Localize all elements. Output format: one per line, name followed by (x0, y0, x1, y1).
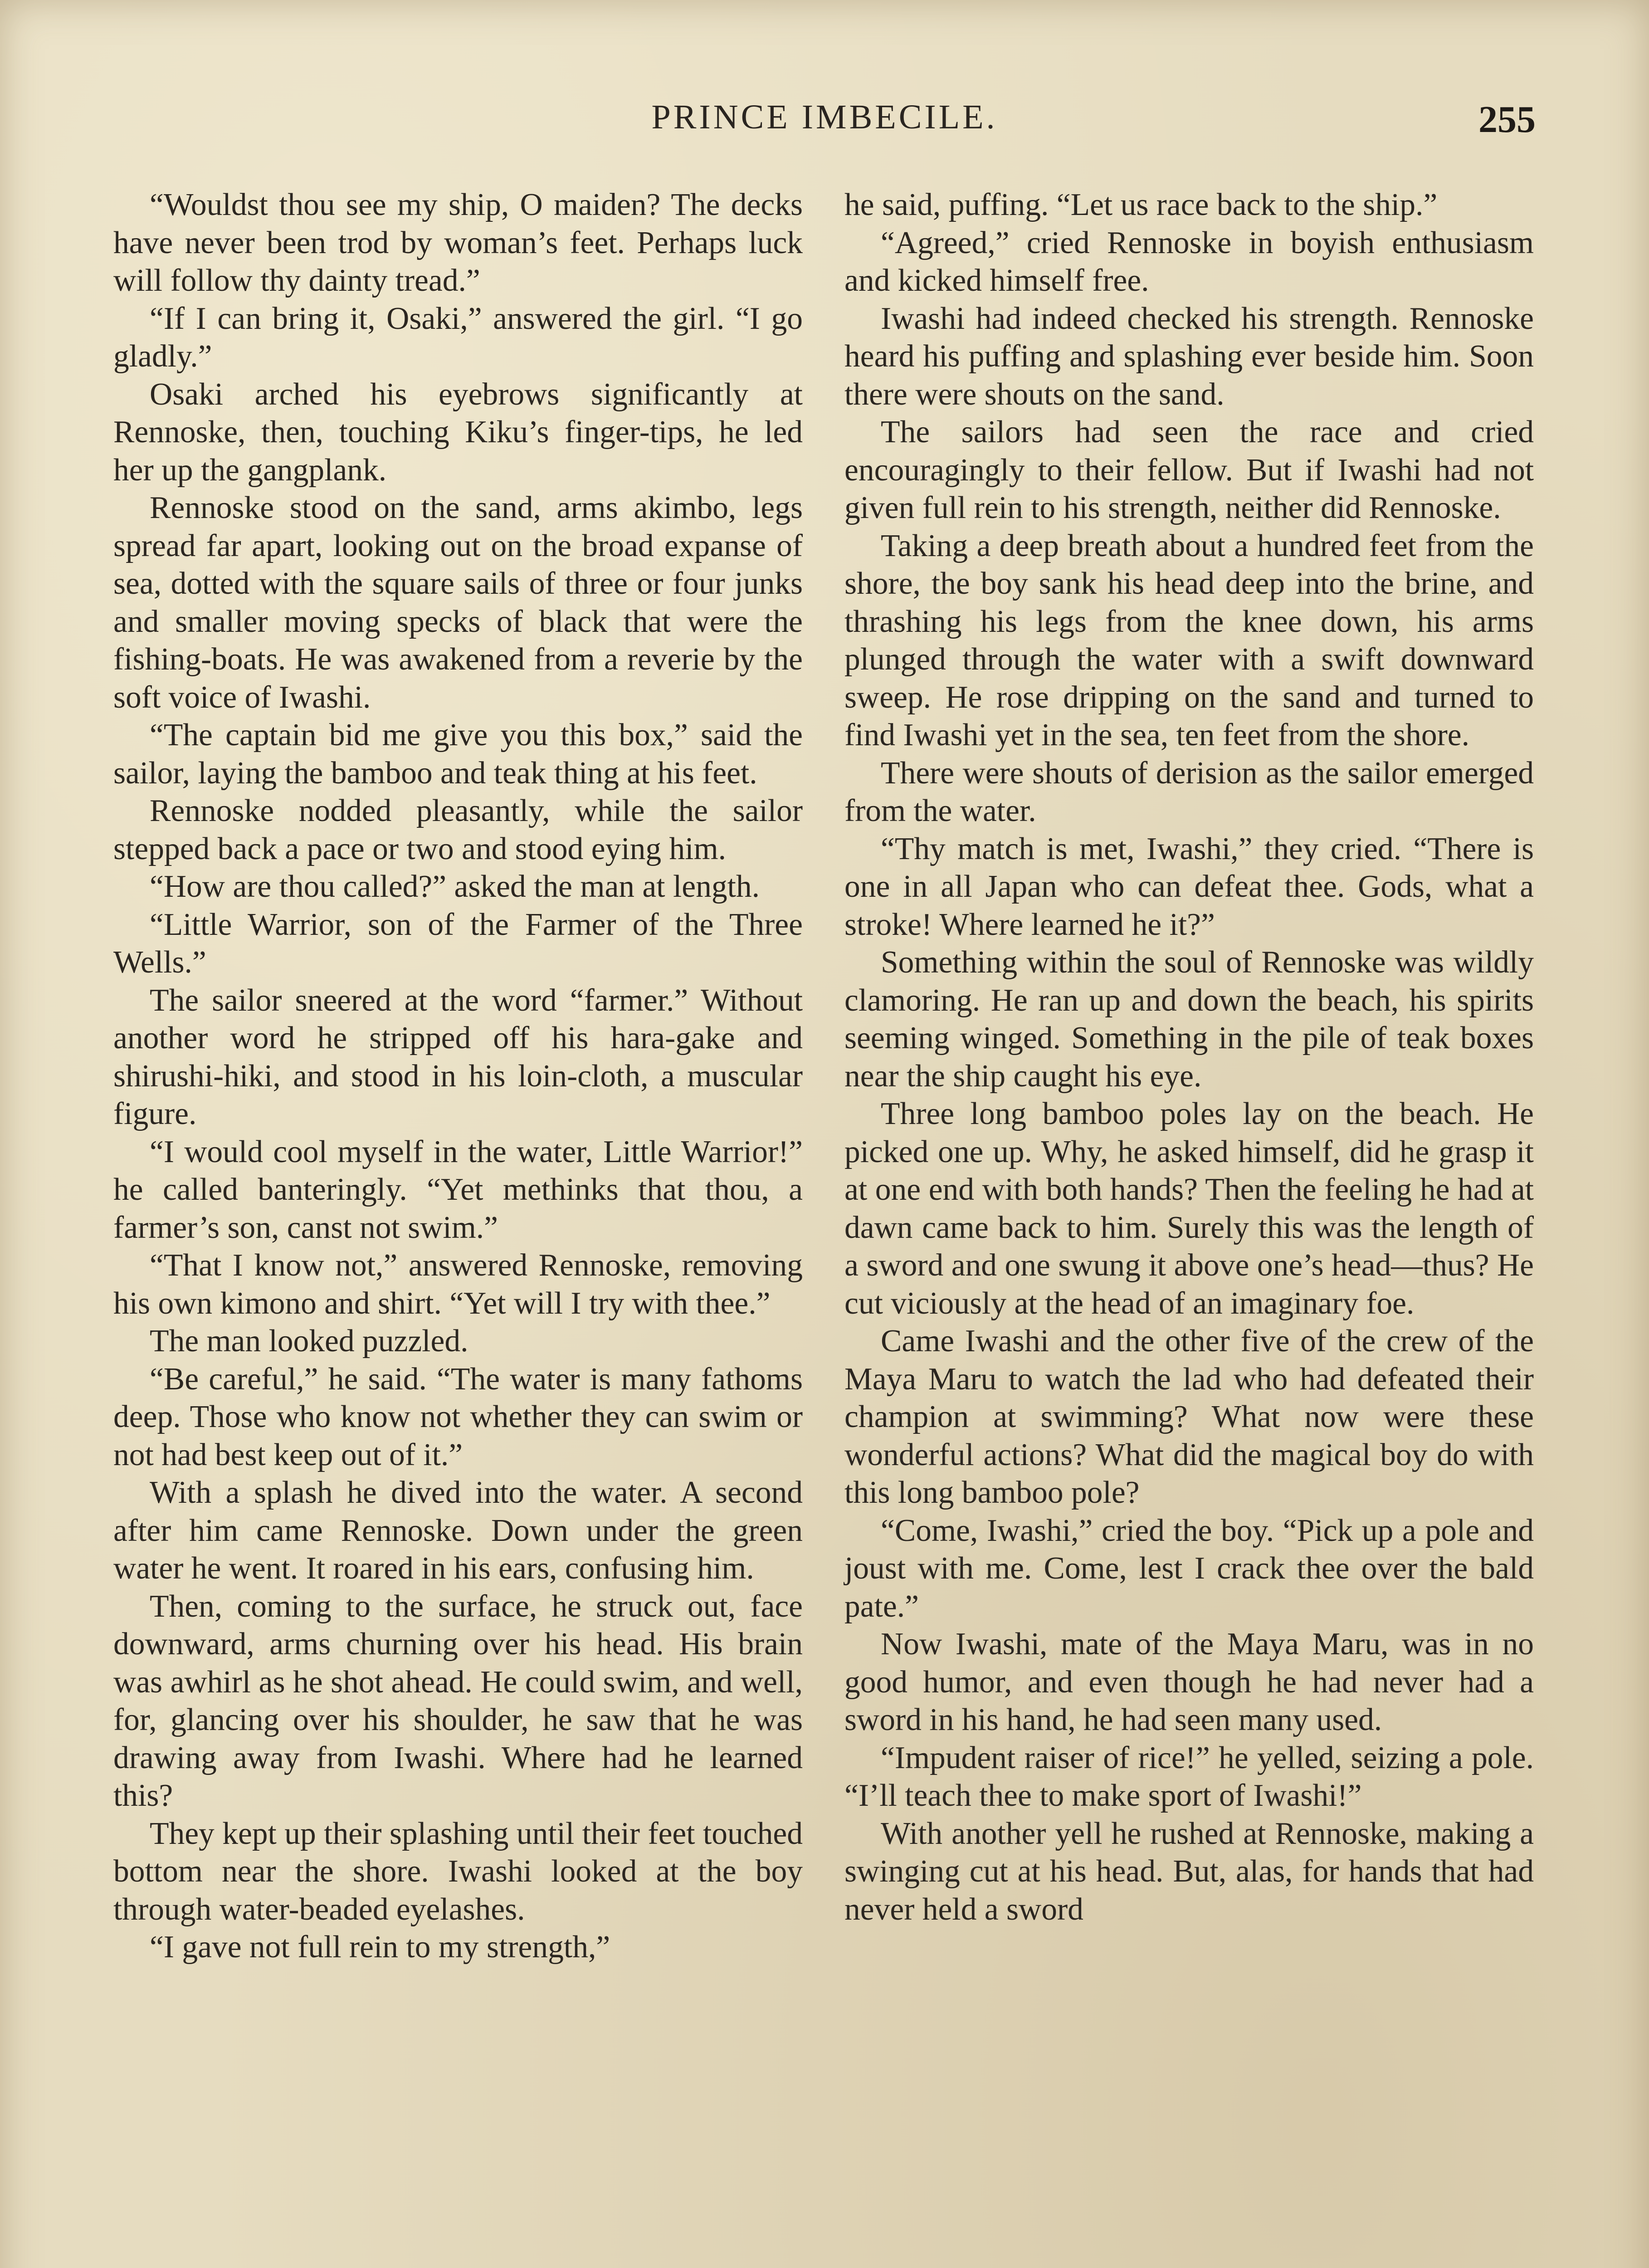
paragraph: “If I can bring it, Osaki,” answered the girl. “I go gladly.” (113, 301, 803, 374)
running-head (0, 98, 1649, 147)
paragraph: Three long bamboo poles lay on the beach. He picked one up. Why, he asked himself, did he grasp it at one end with both hands? Then the feeling he had at dawn came back to him. Surely this was the length of a sword and one swung it above one’s head—thus? He cut viciously at the head of an imaginary foe. (844, 1096, 1534, 1321)
paragraph: Rennoske stood on the sand, arms akimbo, legs spread far apart, looking out on the broad expanse of sea, dotted with the square sails of three or four junks and smaller moving specks of black that were the fishing-boats. He was awakened from a reverie by the soft voice of Iwashi. (113, 490, 803, 715)
paragraph: “Agreed,” cried Rennoske in boyish enthusiasm and kicked himself free. (844, 225, 1534, 298)
paragraph: Came Iwashi and the other five of the crew of the Maya Maru to watch the lad who had defeated their champion at swimming? What now were these wonderful actions? What did the magical boy do with this long bamboo pole? (844, 1324, 1534, 1510)
paragraph: “Impudent raiser of rice!” he yelled, seizing a pole. “I’ll teach thee to make sport of Iwashi!” (844, 1740, 1534, 1813)
paragraph: Iwashi had indeed checked his strength. Rennoske heard his puffing and splashing ever beside him. Soon there were shouts on the sand. (844, 301, 1534, 412)
paragraph: Rennoske nodded pleasantly, while the sailor stepped back a pace or two and stood eying him. (113, 793, 803, 866)
paragraph: With a splash he dived into the water. A second after him came Rennoske. Down under the green water he went. It roared in his ears, confusing him. (113, 1475, 803, 1586)
paragraph: Osaki arched his eyebrows significantly at Rennoske, then, touching Kiku’s finger-tips, he led her up the gangplank. (113, 376, 803, 488)
paragraph: “Thy match is met, Iwashi,” they cried. “There is one in all Japan who can defeat thee. Gods, what a stroke! Where learned he it?” (844, 831, 1534, 942)
paragraph-continued: he said, puffing. “Let us race back to the ship.” (844, 187, 1438, 222)
paragraph: With another yell he rushed at Rennoske, making a swinging cut at his head. But, alas, for hands that had never held a sword (844, 1816, 1534, 1927)
paragraph: “That I know not,” answered Rennoske, removing his own kimono and shirt. “Yet will I try with thee.” (113, 1248, 803, 1321)
paragraph: “Wouldst thou see my ship, O maiden? The decks have never been trod by woman’s feet. Perhaps luck will follow thy dainty tread.” (113, 187, 803, 298)
paragraph: “How are thou called?” asked the man at length. (150, 869, 760, 904)
paragraph: The man looked puzzled. (150, 1324, 468, 1359)
paragraph: “Be careful,” he said. “The water is many fathoms deep. Those who know not whether they can swim or not had best keep out of it.” (113, 1361, 803, 1472)
paragraph: There were shouts of derision as the sailor emerged from the water. (844, 755, 1534, 828)
paragraph: “The captain bid me give you this box,” said the sailor, laying the bamboo and teak thing at his feet. (113, 718, 803, 791)
paragraph: Then, coming to the surface, he struck out, face downward, arms churning over his head. His brain was awhirl as he shot ahead. He could swim, and well, for, glancing over his shoulder, he saw that he was drawing away from Iwashi. Where had he learned this? (113, 1589, 803, 1813)
paragraph: “Little Warrior, son of the Farmer of the Three Wells.” (113, 907, 803, 980)
paragraph: Something within the soul of Rennoske was wildly clamoring. He ran up and down the beach, his spirits seeming winged. Something in the pile of teak boxes near the ship caught his eye. (844, 945, 1534, 1094)
left-text-column (113, 186, 803, 1966)
paragraph: The sailors had seen the race and cried encouragingly to their fellow. But if Iwashi had not given full rein to his strength, neither did Rennoske. (844, 415, 1534, 525)
paragraph: Taking a deep breath about a hundred feet from the shore, the boy sank his head deep into the brine, and thrashing his legs from the knee down, his arms plunged through the water with a swift downward sweep. He rose dripping on the sand and turned to find Iwashi yet in the sea, ten feet from the shore. (844, 528, 1534, 753)
page-number: 255 (1478, 98, 1536, 141)
right-text-column (844, 186, 1534, 1928)
paragraph: “Come, Iwashi,” cried the boy. “Pick up a pole and joust with me. Come, lest I crack thee over the bald pate.” (844, 1513, 1534, 1624)
paragraph: Now Iwashi, mate of the Maya Maru, was in no good humor, and even though he had never had a sword in his hand, he had seen many used. (844, 1627, 1534, 1737)
paragraph: They kept up their splashing until their feet touched bottom near the shore. Iwashi looked at the boy through water-beaded eyelashes. (113, 1816, 803, 1927)
paragraph: “I gave not full rein to my strength,” (150, 1930, 610, 1965)
paragraph: “I would cool myself in the water, Little Warrior!” he called banteringly. “Yet methinks that thou, a farmer’s son, canst not swim.” (113, 1134, 803, 1245)
running-title: PRINCE IMBECILE. (651, 98, 998, 136)
paragraph: The sailor sneered at the word “farmer.” Without another word he stripped off his hara-gake and shirushi-hiki, and stood in his loin-cloth, a muscular figure. (113, 982, 803, 1131)
